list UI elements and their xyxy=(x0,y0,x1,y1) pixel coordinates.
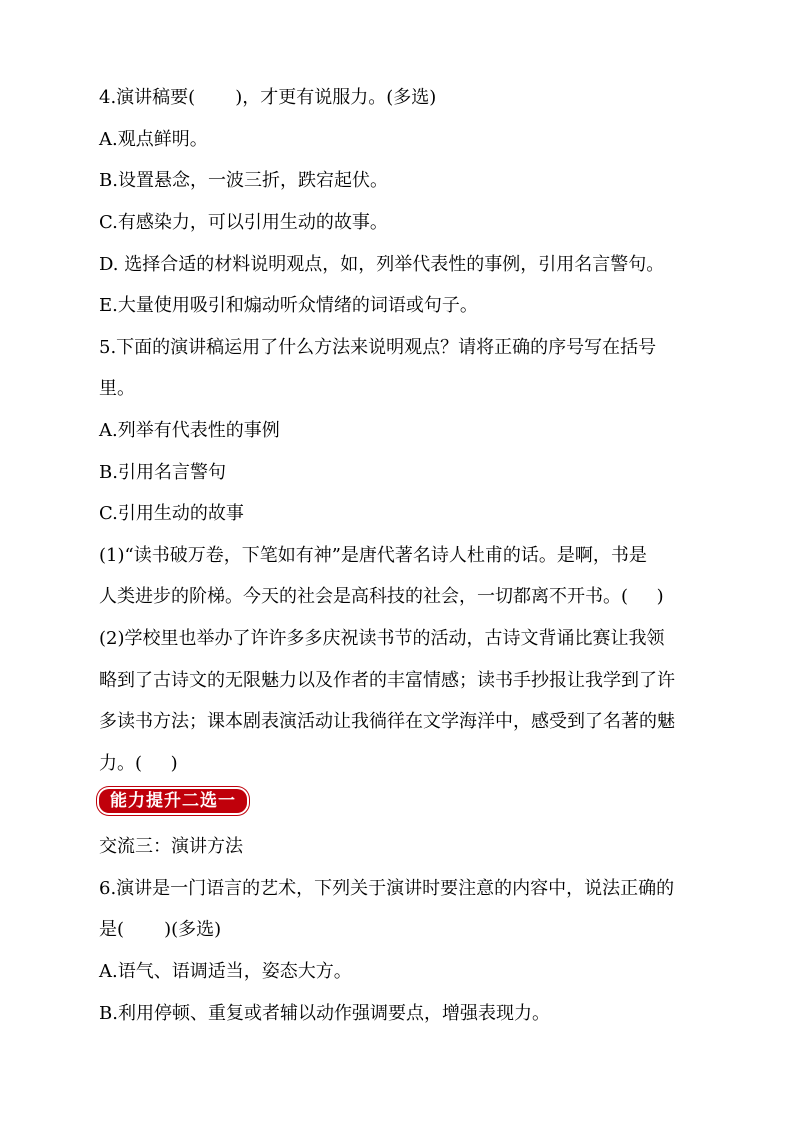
section-badge: 能力提升二选一 xyxy=(97,787,249,815)
question-4-option-e: E.大量使用吸引和煽动听众情绪的词语或句子。 xyxy=(99,295,478,316)
passage-2-line-2: 略到了古诗文的无限魅力以及作者的丰富情感；读书手抄报让我学到了许 xyxy=(99,670,675,691)
question-4-stem: 4.演讲稿要( )，才更有说服力。(多选) xyxy=(99,87,437,108)
passage-2-line-1: (2)学校里也举办了许许多多庆祝读书节的活动，古诗文背诵比赛让我领 xyxy=(99,628,665,649)
question-5-option-a: A.列举有代表性的事例 xyxy=(99,420,280,441)
question-6-stem-cont: 是( )(多选) xyxy=(99,919,222,940)
question-5-stem-cont: 里。 xyxy=(99,378,135,399)
question-5-option-b: B.引用名言警句 xyxy=(99,462,226,483)
passage-1-line-1: (1)“读书破万卷，下笔如有神”是唐代著名诗人杜甫的话。是啊，书是 xyxy=(99,545,647,566)
question-6-stem: 6.演讲是一门语言的艺术，下列关于演讲时要注意的内容中，说法正确的 xyxy=(99,878,675,899)
section-heading: 交流三：演讲方法 xyxy=(99,836,243,857)
question-4-option-c: C.有感染力，可以引用生动的故事。 xyxy=(99,212,388,233)
question-4-option-d: D. 选择合适的材料说明观点，如，列举代表性的事例，引用名言警句。 xyxy=(99,254,665,275)
question-4-option-a: A.观点鲜明。 xyxy=(99,129,208,150)
question-5-stem: 5.下面的演讲稿运用了什么方法来说明观点？请将正确的序号写在括号 xyxy=(99,337,657,358)
passage-1-line-2: 人类进步的阶梯。今天的社会是高科技的社会，一切都离不开书。( ) xyxy=(99,586,664,607)
question-6-option-a: A.语气、语调适当，姿态大方。 xyxy=(99,961,352,982)
passage-2-line-4: 力。( ) xyxy=(99,753,178,774)
passage-2-line-3: 多读书方法；课本剧表演活动让我徜徉在文学海洋中，感受到了名著的魅 xyxy=(99,711,675,732)
question-6-option-b: B.利用停顿、重复或者辅以动作强调要点，增强表现力。 xyxy=(99,1003,550,1024)
question-4-option-b: B.设置悬念，一波三折，跌宕起伏。 xyxy=(99,170,388,191)
question-5-option-c: C.引用生动的故事 xyxy=(99,503,244,524)
